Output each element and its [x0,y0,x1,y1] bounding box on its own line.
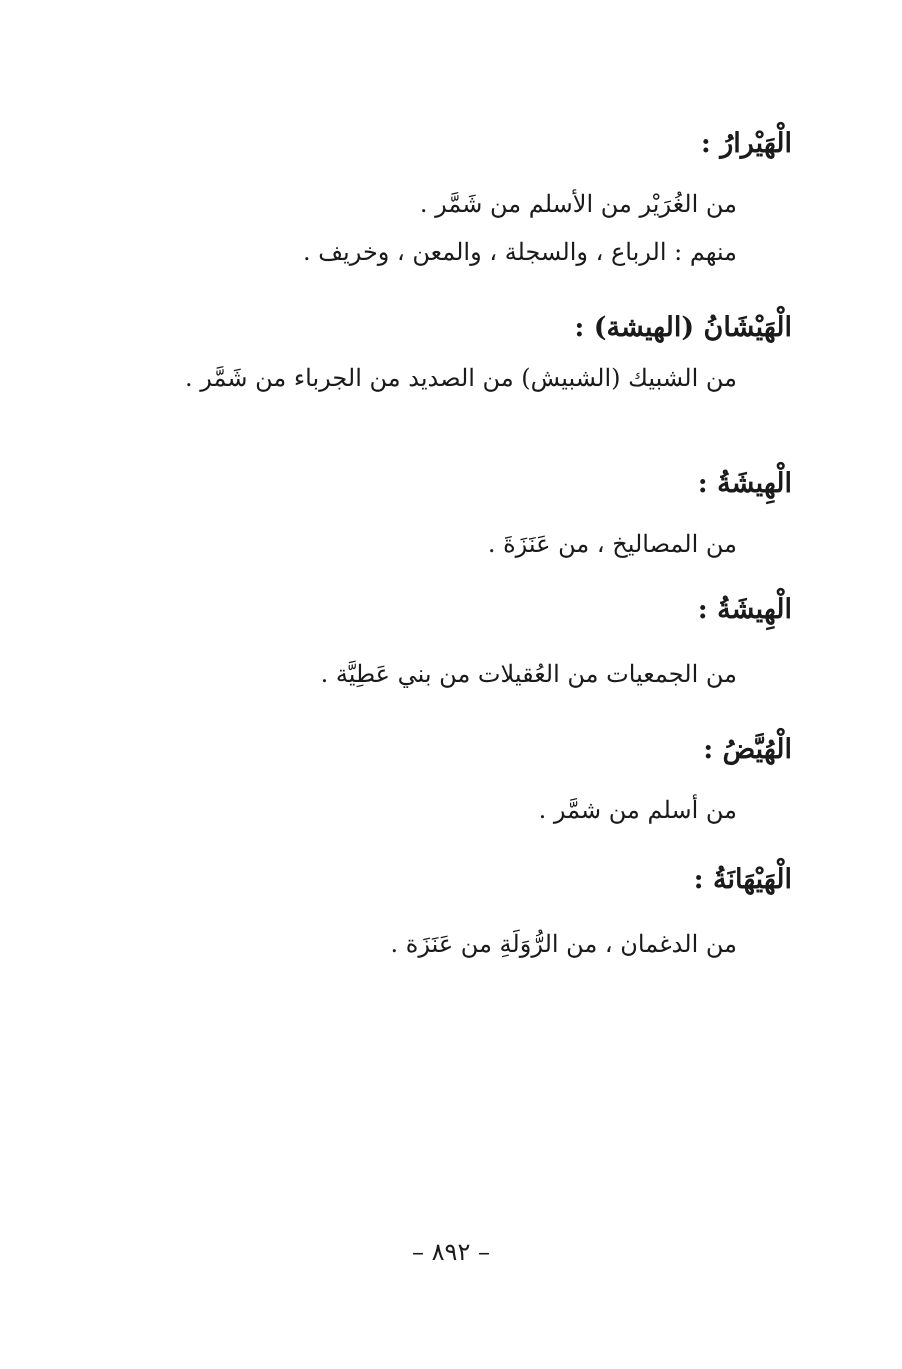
entry-hayrar-line-2: منهم : الرباع ، والسجلة ، والمعن ، وخريف . [302,238,737,266]
entry-hayhana-line-1: من الدغمان ، من الرُّوَلَةِ من عَنَزَة . [390,930,737,958]
entry-title-hayshan: الْهَيْشَانُ (الهيشة) : [574,312,792,343]
entry-hisha-1-line-1: من المصاليخ ، من عَنَزَةَ . [487,530,737,558]
entry-title-huyyad: الْهُيَّضُ : [703,734,792,765]
entry-title-hisha-1: الْهِيشَةُ : [697,468,792,499]
entry-huyyad-line-1: من أسلم من شمَّر . [538,796,737,824]
entry-hayshan-line-1: من الشبيك (الشبيش) من الصديد من الجرباء من شَمَّر . [185,364,737,392]
page-number: – ٨٩٢ – [412,1238,490,1266]
entry-title-hisha-2: الْهِيشَةُ : [697,594,792,625]
entry-hayrar-line-1: من الغُرَيْر من الأسلم من شَمَّر . [419,190,737,218]
entry-title-hayrar: الْهَيْرارُ : [700,128,792,159]
entry-title-hayhana: الْهَيْهَانَةُ : [693,864,792,895]
entry-hisha-2-line-1: من الجمعيات من العُقيلات من بني عَطِيَّة . [320,660,737,688]
